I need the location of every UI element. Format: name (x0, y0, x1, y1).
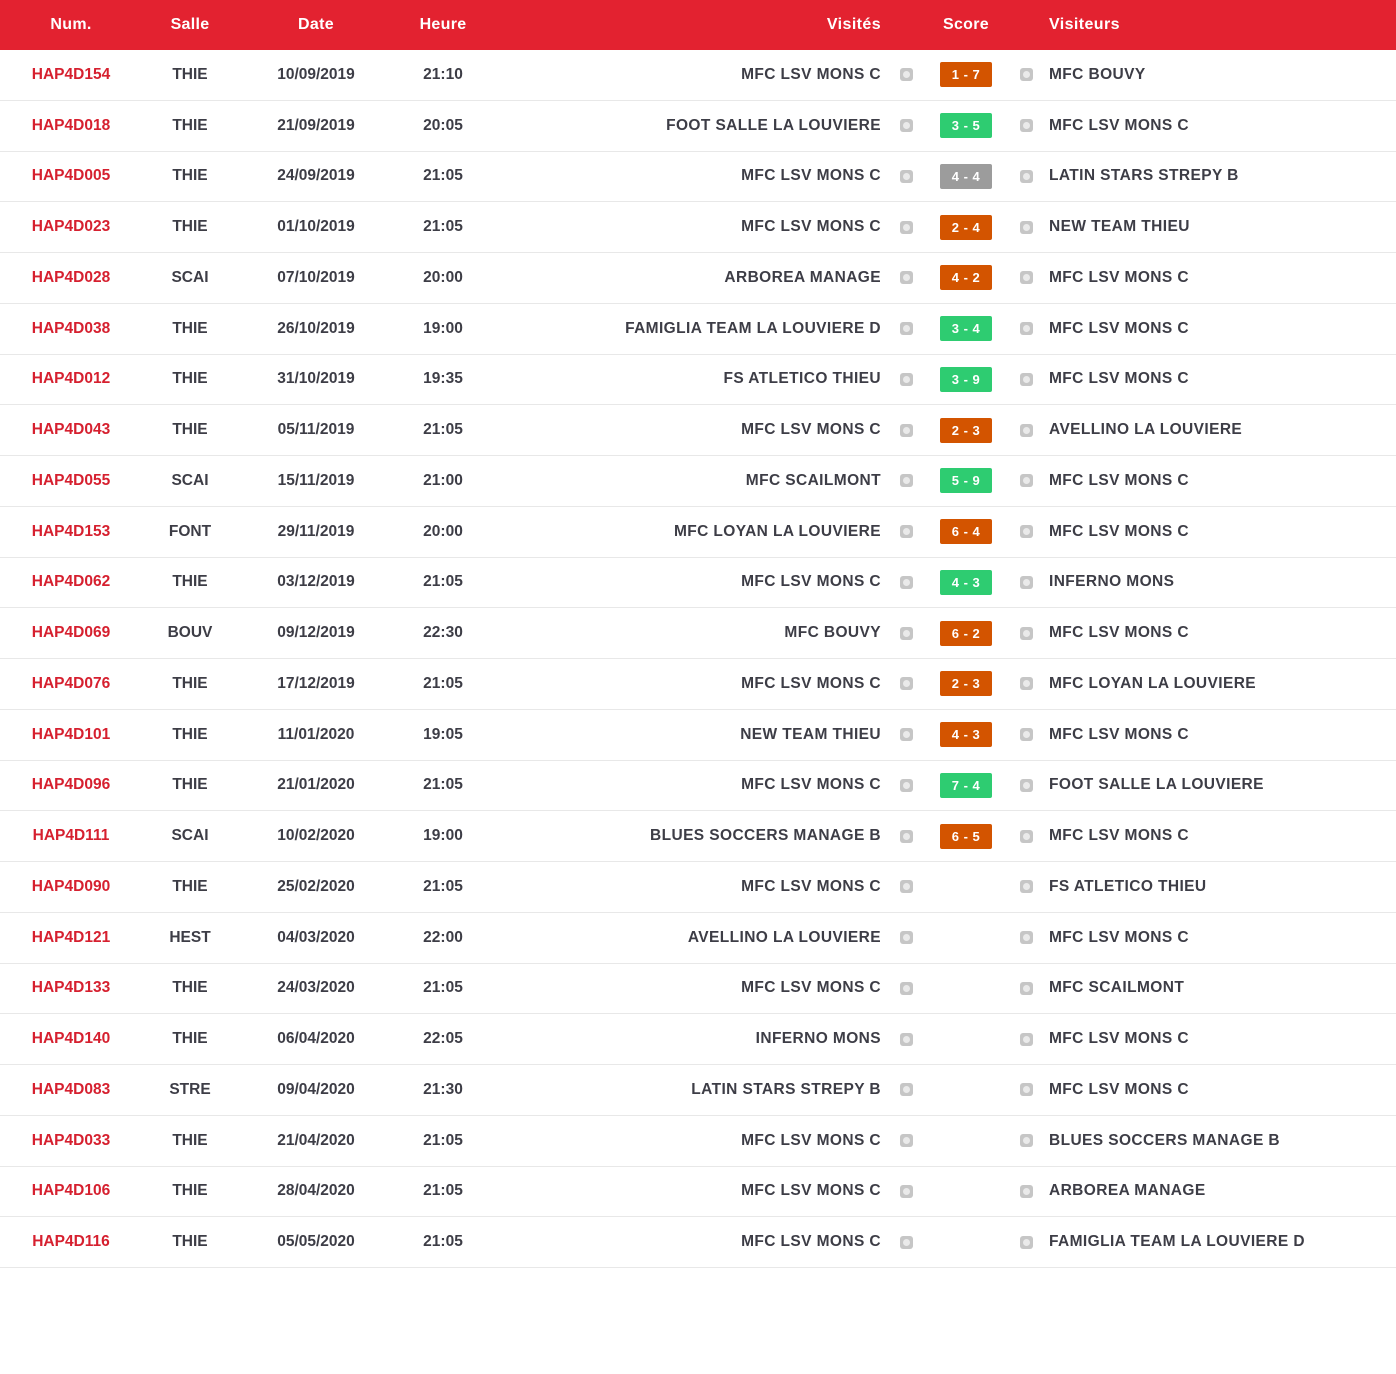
away-team-name: AVELLINO LA LOUVIERE (1049, 421, 1243, 439)
away-team-name: MFC SCAILMONT (1049, 979, 1185, 997)
header-salle: Salle (170, 16, 210, 33)
away-team-logo-icon (1020, 830, 1033, 843)
match-number-link[interactable]: HAP4D043 (31, 421, 111, 439)
home-team-name: MFC LSV MONS C (741, 218, 881, 236)
home-team-name: MFC BOUVY (784, 624, 881, 642)
home-team-name: LATIN STARS STREPY B (691, 1080, 881, 1098)
home-team-name: MFC LSV MONS C (741, 167, 881, 185)
away-team-logo-icon (1020, 1083, 1033, 1096)
match-date: 04/03/2020 (277, 928, 355, 946)
away-team-name: MFC LSV MONS C (1049, 1030, 1189, 1048)
venue-code: FONT (168, 522, 212, 540)
header-score: Score (943, 16, 989, 33)
match-row (0, 152, 1396, 203)
score-badge: 7 - 4 (940, 773, 992, 798)
match-row (0, 811, 1396, 862)
match-row (0, 253, 1396, 304)
venue-code: THIE (172, 1131, 208, 1149)
home-team-name: AVELLINO LA LOUVIERE (687, 928, 881, 946)
score-badge: 3 - 9 (940, 367, 992, 392)
match-time: 20:00 (423, 522, 463, 540)
match-number-link[interactable]: HAP4D090 (31, 877, 111, 895)
home-team-logo-icon (900, 474, 913, 487)
away-team-name: MFC LSV MONS C (1049, 471, 1189, 489)
home-team-logo-icon (900, 931, 913, 944)
match-number-link[interactable]: HAP4D076 (31, 674, 111, 692)
match-date: 25/02/2020 (277, 877, 355, 895)
away-team-name: MFC LSV MONS C (1049, 1080, 1189, 1098)
score-badge: 2 - 3 (940, 418, 992, 443)
match-number-link[interactable]: HAP4D023 (31, 218, 111, 236)
home-team-logo-icon (900, 373, 913, 386)
match-date: 21/09/2019 (277, 116, 355, 134)
home-team-name: MFC LSV MONS C (741, 674, 881, 692)
match-date: 21/01/2020 (277, 776, 355, 794)
match-date: 11/01/2020 (277, 725, 355, 743)
away-team-logo-icon (1020, 1134, 1033, 1147)
match-number-link[interactable]: HAP4D005 (31, 167, 111, 185)
away-team-logo-icon (1020, 322, 1033, 335)
away-team-name: MFC LSV MONS C (1049, 319, 1189, 337)
match-time: 19:05 (423, 725, 463, 743)
away-team-name: LATIN STARS STREPY B (1049, 167, 1239, 185)
score-badge: 4 - 4 (940, 164, 992, 189)
match-row (0, 405, 1396, 456)
home-team-logo-icon (900, 170, 913, 183)
away-team-logo-icon (1020, 576, 1033, 589)
away-team-name: MFC LSV MONS C (1049, 725, 1189, 743)
match-date: 10/02/2020 (277, 827, 355, 845)
match-number-link[interactable]: HAP4D033 (31, 1131, 111, 1149)
home-team-name: INFERNO MONS (755, 1030, 881, 1048)
score-badge: 4 - 3 (940, 722, 992, 747)
match-date: 15/11/2019 (277, 471, 355, 489)
match-time: 21:05 (423, 877, 463, 895)
match-number-link[interactable]: HAP4D018 (31, 116, 111, 134)
away-team-logo-icon (1020, 119, 1033, 132)
away-team-logo-icon (1020, 1185, 1033, 1198)
match-number-link[interactable]: HAP4D153 (31, 522, 111, 540)
away-team-logo-icon (1020, 1033, 1033, 1046)
home-team-logo-icon (900, 880, 913, 893)
match-number-link[interactable]: HAP4D101 (31, 725, 111, 743)
score-badge: 3 - 4 (940, 316, 992, 341)
match-time: 22:30 (423, 624, 463, 642)
match-row (0, 710, 1396, 761)
away-team-logo-icon (1020, 474, 1033, 487)
score-badge: 2 - 4 (940, 215, 992, 240)
home-team-name: FS ATLETICO THIEU (723, 370, 881, 388)
score-badge: 3 - 5 (940, 113, 992, 138)
match-number-link[interactable]: HAP4D062 (31, 573, 111, 591)
match-number-link[interactable]: HAP4D154 (31, 65, 111, 83)
match-row (0, 101, 1396, 152)
home-team-logo-icon (900, 525, 913, 538)
away-team-name: MFC LSV MONS C (1049, 116, 1189, 134)
venue-code: THIE (172, 725, 208, 743)
match-time: 19:35 (423, 370, 463, 388)
home-team-logo-icon (900, 221, 913, 234)
away-team-name: MFC LSV MONS C (1049, 928, 1189, 946)
away-team-name: INFERNO MONS (1049, 573, 1175, 591)
away-team-name: MFC LSV MONS C (1049, 522, 1189, 540)
home-team-name: MFC LSV MONS C (741, 573, 881, 591)
match-date: 10/09/2019 (277, 65, 355, 83)
venue-code: STRE (169, 1080, 211, 1098)
match-time: 21:00 (423, 471, 463, 489)
home-team-logo-icon (900, 119, 913, 132)
match-time: 21:05 (423, 1182, 463, 1200)
away-team-name: NEW TEAM THIEU (1049, 218, 1190, 236)
venue-code: THIE (172, 776, 208, 794)
home-team-name: ARBOREA MANAGE (724, 268, 881, 286)
match-row (0, 202, 1396, 253)
match-number-link[interactable]: HAP4D140 (31, 1030, 111, 1048)
score-badge: 6 - 4 (940, 519, 992, 544)
away-team-name: MFC LSV MONS C (1049, 268, 1189, 286)
away-team-name: MFC LSV MONS C (1049, 827, 1189, 845)
match-row (0, 558, 1396, 609)
match-date: 24/09/2019 (277, 167, 355, 185)
away-team-name: MFC BOUVY (1049, 65, 1146, 83)
away-team-name: MFC LSV MONS C (1049, 370, 1189, 388)
home-team-logo-icon (900, 1083, 913, 1096)
match-time: 21:05 (423, 776, 463, 794)
match-row (0, 1167, 1396, 1218)
away-team-name: FOOT SALLE LA LOUVIERE (1049, 776, 1264, 794)
venue-code: THIE (172, 319, 208, 337)
match-row (0, 1116, 1396, 1167)
home-team-name: MFC LSV MONS C (741, 979, 881, 997)
away-team-logo-icon (1020, 677, 1033, 690)
match-date: 06/04/2020 (277, 1030, 355, 1048)
away-team-name: BLUES SOCCERS MANAGE B (1049, 1131, 1280, 1149)
match-date: 01/10/2019 (277, 218, 355, 236)
home-team-logo-icon (900, 1033, 913, 1046)
match-date: 05/11/2019 (277, 421, 355, 439)
venue-code: THIE (172, 1030, 208, 1048)
match-number-link[interactable]: HAP4D096 (31, 776, 111, 794)
away-team-logo-icon (1020, 880, 1033, 893)
venue-code: THIE (172, 65, 208, 83)
home-team-name: MFC LSV MONS C (741, 421, 881, 439)
home-team-logo-icon (900, 830, 913, 843)
home-team-logo-icon (900, 982, 913, 995)
match-row (0, 913, 1396, 964)
away-team-name: MFC LSV MONS C (1049, 624, 1189, 642)
away-team-logo-icon (1020, 271, 1033, 284)
venue-code: SCAI (171, 827, 209, 845)
score-badge: 4 - 2 (940, 265, 992, 290)
match-row (0, 456, 1396, 507)
match-time: 20:05 (423, 116, 463, 134)
match-number-link[interactable]: HAP4D028 (31, 268, 111, 286)
home-team-name: FAMIGLIA TEAM LA LOUVIERE D (625, 319, 881, 337)
match-date: 03/12/2019 (277, 573, 355, 591)
match-time: 19:00 (423, 827, 463, 845)
header-visiteurs: Visiteurs (1049, 16, 1120, 33)
match-time: 19:00 (423, 319, 463, 337)
home-team-logo-icon (900, 576, 913, 589)
home-team-logo-icon (900, 677, 913, 690)
venue-code: THIE (172, 370, 208, 388)
score-badge: 5 - 9 (940, 468, 992, 493)
match-time: 22:00 (423, 928, 463, 946)
match-row (0, 862, 1396, 913)
match-row (0, 761, 1396, 812)
match-row (0, 355, 1396, 406)
match-number-link[interactable]: HAP4D055 (31, 471, 111, 489)
table-header-row (0, 0, 1396, 50)
away-team-name: MFC LOYAN LA LOUVIERE (1049, 674, 1257, 692)
away-team-logo-icon (1020, 221, 1033, 234)
venue-code: HEST (169, 928, 211, 946)
match-date: 31/10/2019 (277, 370, 355, 388)
match-number-link[interactable]: HAP4D012 (31, 370, 111, 388)
match-number-link[interactable]: HAP4D111 (32, 827, 110, 845)
away-team-logo-icon (1020, 931, 1033, 944)
home-team-name: BLUES SOCCERS MANAGE B (650, 827, 881, 845)
home-team-logo-icon (900, 779, 913, 792)
match-row (0, 1217, 1396, 1268)
score-badge: 6 - 5 (940, 824, 992, 849)
match-time: 21:05 (423, 674, 463, 692)
header-heure: Heure (419, 16, 467, 33)
match-row (0, 1014, 1396, 1065)
home-team-logo-icon (900, 424, 913, 437)
match-time: 21:30 (423, 1080, 463, 1098)
home-team-logo-icon (900, 271, 913, 284)
venue-code: THIE (172, 979, 208, 997)
away-team-logo-icon (1020, 627, 1033, 640)
away-team-logo-icon (1020, 373, 1033, 386)
match-row (0, 1065, 1396, 1116)
match-row (0, 659, 1396, 710)
away-team-logo-icon (1020, 525, 1033, 538)
match-time: 21:10 (423, 65, 463, 83)
home-team-logo-icon (900, 627, 913, 640)
match-row (0, 50, 1396, 101)
venue-code: THIE (172, 674, 208, 692)
home-team-name: MFC LSV MONS C (741, 877, 881, 895)
match-time: 21:05 (423, 1233, 463, 1251)
venue-code: THIE (172, 116, 208, 134)
match-time: 21:05 (423, 167, 463, 185)
home-team-name: MFC LSV MONS C (741, 1131, 881, 1149)
home-team-name: MFC LSV MONS C (741, 1182, 881, 1200)
match-time: 21:05 (423, 421, 463, 439)
match-row (0, 964, 1396, 1015)
away-team-name: ARBOREA MANAGE (1049, 1182, 1206, 1200)
match-row (0, 304, 1396, 355)
venue-code: THIE (172, 1233, 208, 1251)
match-date: 09/12/2019 (277, 624, 355, 642)
match-date: 05/05/2020 (277, 1233, 355, 1251)
match-time: 21:05 (423, 218, 463, 236)
match-date: 17/12/2019 (277, 674, 355, 692)
away-team-logo-icon (1020, 424, 1033, 437)
home-team-logo-icon (900, 1236, 913, 1249)
match-date: 26/10/2019 (277, 319, 355, 337)
score-badge: 4 - 3 (940, 570, 992, 595)
home-team-name: MFC LSV MONS C (741, 65, 881, 83)
away-team-name: FS ATLETICO THIEU (1049, 877, 1207, 895)
match-time: 20:00 (423, 268, 463, 286)
venue-code: THIE (172, 877, 208, 895)
match-date: 21/04/2020 (277, 1131, 355, 1149)
match-number-link[interactable]: HAP4D083 (31, 1080, 111, 1098)
match-date: 28/04/2020 (277, 1182, 355, 1200)
away-team-logo-icon (1020, 68, 1033, 81)
score-badge: 1 - 7 (940, 62, 992, 87)
header-visites: Visités (826, 16, 881, 33)
away-team-logo-icon (1020, 1236, 1033, 1249)
home-team-logo-icon (900, 1185, 913, 1198)
match-row (0, 608, 1396, 659)
home-team-logo-icon (900, 322, 913, 335)
match-number-link[interactable]: HAP4D133 (31, 979, 111, 997)
score-badge: 6 - 2 (940, 621, 992, 646)
venue-code: SCAI (171, 471, 209, 489)
score-badge: 2 - 3 (940, 671, 992, 696)
match-number-link[interactable]: HAP4D106 (31, 1182, 111, 1200)
home-team-name: MFC LOYAN LA LOUVIERE (673, 522, 881, 540)
venue-code: THIE (172, 218, 208, 236)
away-team-logo-icon (1020, 728, 1033, 741)
home-team-name: FOOT SALLE LA LOUVIERE (666, 116, 881, 134)
match-row (0, 507, 1396, 558)
home-team-logo-icon (900, 1134, 913, 1147)
match-number-link[interactable]: HAP4D121 (31, 928, 111, 946)
home-team-name: MFC LSV MONS C (741, 776, 881, 794)
match-time: 22:05 (423, 1030, 463, 1048)
home-team-logo-icon (900, 728, 913, 741)
venue-code: THIE (172, 573, 208, 591)
venue-code: THIE (172, 421, 208, 439)
away-team-logo-icon (1020, 779, 1033, 792)
header-date: Date (298, 16, 334, 33)
match-date: 09/04/2020 (277, 1080, 355, 1098)
header-num: Num. (50, 16, 92, 33)
away-team-logo-icon (1020, 982, 1033, 995)
match-number-link[interactable]: HAP4D069 (31, 624, 111, 642)
venue-code: THIE (172, 1182, 208, 1200)
home-team-name: MFC LSV MONS C (741, 1233, 881, 1251)
venue-code: SCAI (171, 268, 209, 286)
match-number-link[interactable]: HAP4D116 (32, 1233, 110, 1251)
matches-body (0, 50, 1396, 1268)
match-date: 24/03/2020 (277, 979, 355, 997)
away-team-name: FAMIGLIA TEAM LA LOUVIERE D (1049, 1233, 1305, 1251)
home-team-name: NEW TEAM THIEU (740, 725, 881, 743)
match-number-link[interactable]: HAP4D038 (31, 319, 111, 337)
match-time: 21:05 (423, 979, 463, 997)
match-date: 07/10/2019 (277, 268, 355, 286)
venue-code: THIE (172, 167, 208, 185)
venue-code: BOUV (167, 624, 213, 642)
away-team-logo-icon (1020, 170, 1033, 183)
home-team-logo-icon (900, 68, 913, 81)
match-date: 29/11/2019 (277, 522, 355, 540)
home-team-name: MFC SCAILMONT (745, 471, 881, 489)
match-time: 21:05 (423, 573, 463, 591)
match-time: 21:05 (423, 1131, 463, 1149)
